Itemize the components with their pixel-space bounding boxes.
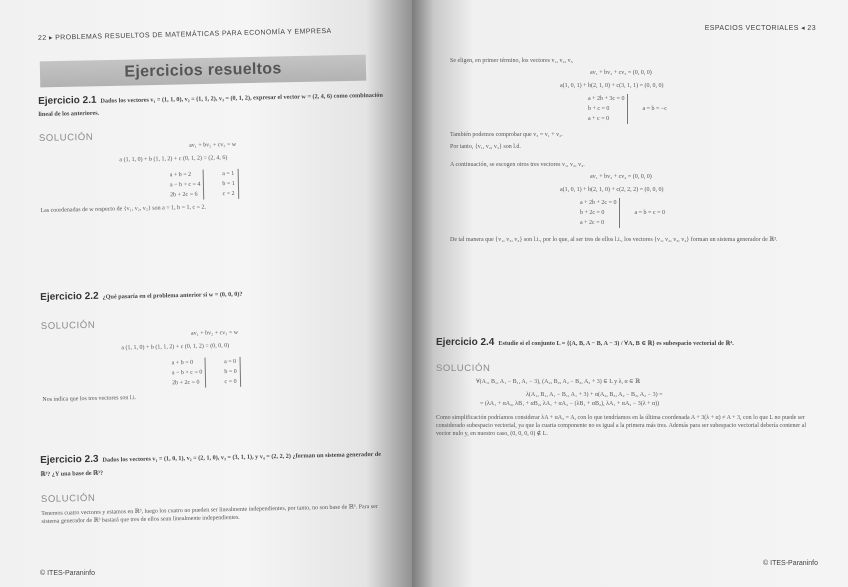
continuation-eq2: a(1, 0, 1) + b(2, 1, 0) + c(3, 1, 1) = (0, 0, 0) — [560, 83, 664, 89]
right-footer: © ITES-Paraninfo — [763, 560, 818, 567]
exercise-2-2-solution-heading: SOLUCIÓN — [40, 319, 96, 332]
section-banner — [40, 55, 366, 88]
exercise-2-4-line1: ∀(A₁, B₁, A₁ − B₁, A₁ − 3), (A₂, B₂, A₂ − B₂, A₂ + 3) ∈ L y λ, α ∈ ℝ — [476, 379, 641, 385]
left-page — [0, 0, 416, 587]
exercise-2-3-continuation — [450, 58, 820, 244]
exercise-2-3-solution-heading: SOLUCIÓN — [40, 492, 96, 505]
continuation-also: También podemos comprobar que v₃ = v₁ + v₂. — [450, 132, 563, 138]
exercise-2-4 — [436, 336, 820, 438]
continuation-eq4: a(1, 0, 1) + b(2, 1, 0) + c(2, 2, 2) = (0, 0, 0) — [560, 187, 664, 193]
continuation-eq3: av₁ + bv₂ + cv₄ = (0, 0, 0) — [590, 174, 652, 180]
exercise-2-4-line2: λ(A₁, B₁, A₁ − B₁, A₁ + 3) + α(A₂, B₂, A₂ − B₂, A₂ − 3) = — [526, 392, 663, 398]
exercise-2-2-conclusion: Nos indica que los tres vectores son l.i. — [42, 395, 137, 403]
section-banner-title: Ejercicios resueltos — [124, 60, 282, 81]
continuation-equations-1: a + 2b + 3c = 0 b + c = 0 a + c = 0 — [588, 94, 628, 124]
exercise-2-3-label: Ejercicio 2.3 — [40, 453, 99, 466]
exercise-2-3-statement: Dados los vectores v₁ = (1, 0, 1), v₂ = (2, 1, 0), v₃ = (3, 1, 1), y v₄ = (2, 2, 2) ¿forman un sistema generador de ℝ³? ¿Y una base de ℝ³? — [40, 450, 382, 478]
right-running-head: ESPACIOS VECTORIALES ◂ 23 — [704, 25, 816, 32]
exercise-2-4-line3: = (λA₁ + αA₂, λB₁ + αB₂, λA₁ + αA₂ − (λB₁ + αB₂), λA₁ + αA₂ − 3(λ + α)) — [480, 401, 660, 407]
exercise-2-1-conclusion: Las coordenadas de w respecto de {v₁, v₂, v₃} son a = 1, b = 1, c = 2. — [40, 204, 207, 214]
continuation-system-2 — [580, 198, 820, 228]
exercise-2-2-solutions: a = 0 b = 0 c = 0 — [224, 357, 241, 387]
exercise-2-1-solution-heading: SOLUCIÓN — [38, 131, 94, 144]
left-footer: © ITES-Paraninfo — [40, 570, 95, 577]
exercise-2-4-solution-heading: SOLUCIÓN — [436, 363, 491, 374]
exercise-2-1-statement: Dados los vectores v₁ = (1, 1, 0), v₂ = (1, 1, 2), v₃ = (0, 1, 2), expresar el vector w = (2, 4, 6) como combinación lineal de los anteriores. — [38, 91, 384, 118]
exercise-2-1-eq2: a (1, 1, 0) + b (1, 1, 2) + c (0, 1, 2) = (2, 4, 6) — [119, 155, 228, 164]
exercise-2-1-system — [170, 166, 389, 201]
exercise-2-3-conclusion: Tenemos cuatro vectores y estamos en ℝ³, luego los cuatro no pueden ser linealmente independientes, por tanto, no son base de ℝ³. Para ser sistema generador de ℝ³ bastará que tres de ellos sean linealmente independientes. — [41, 503, 378, 525]
exercise-2-3 — [40, 447, 391, 526]
continuation-conclusion: De tal manera que {v₁, v₂, v₄} son l.i., por lo que, al ser tres de ellos l.i., los vectores {v₁, v₂, v₃, v₄} forman un sistema generador de ℝ³. — [450, 237, 778, 243]
exercise-2-2-eq1: av₁ + bv₂ + cv₃ = w — [190, 329, 239, 337]
exercise-2-4-statement: Estudie si el conjunto L = {(A, B, A − B, A − 3) / ∀A, B ∈ ℝ} es subespacio vectorial de ℝ⁴. — [498, 340, 734, 347]
exercise-2-2-statement: ¿Qué pasaría en el problema anterior si w = (0, 0, 0)? — [102, 290, 243, 301]
exercise-2-4-label: Ejercicio 2.4 — [436, 337, 495, 348]
continuation-therefore: Por tanto, {v₁, v₂, v₃} son l.d. — [450, 144, 521, 150]
continuation-solution-2: a = b = c = 0 — [634, 210, 665, 216]
continuation-next: A continuación, se escogen otros tres vectores v₁, v₂, v₄. — [450, 162, 585, 168]
exercise-2-4-conclusion: Como simplificación podríamos considerar λA + αA₂ = A, con lo que tendríamos en la última coordenada A + 3(λ + α) ≠ A + 3, con lo que L no puede ser considerado subespacio vectorial, ya que la cuarta componente no es igual a la primera más tres. Además para ser subespacio vectorial debería contener al vector nulo y, en nuestro caso, (0, 0, 0, 0) ∉ L. — [436, 415, 807, 437]
continuation-solution-1: a = b = −c — [642, 106, 667, 112]
exercise-2-1-solutions: a = 1 b = 1 c = 2 — [222, 169, 239, 199]
exercise-2-1-label: Ejercicio 2.1 — [38, 94, 97, 107]
exercise-2-2-eq2: a (1, 1, 0) + b (1, 1, 2) + c (0, 1, 2) = (0, 0, 0) — [121, 343, 230, 352]
continuation-system-1 — [588, 94, 820, 124]
right-page — [412, 0, 848, 587]
exercise-2-1-equations: a + b = 2 a − b + c = 4 2b + 2c = 6 — [170, 170, 205, 201]
exercise-2-2-system — [172, 354, 391, 389]
exercise-2-2-equations: a + b = 0 a − b + c = 0 2b + 2c = 0 — [172, 358, 207, 389]
continuation-equations-2: a + 2b + 2c = 0 b + 2c = 0 a + 2c = 0 — [580, 198, 620, 228]
exercise-2-2-label: Ejercicio 2.2 — [40, 290, 99, 303]
continuation-eq1: av₁ + bv₂ + cv₃ = (0, 0, 0) — [590, 70, 652, 76]
exercise-2-1 — [38, 88, 388, 214]
exercise-2-2 — [40, 280, 390, 403]
left-running-head: 22 ▸ PROBLEMAS RESUELTOS DE MATEMÁTICAS PARA ECONOMÍA Y EMPRESA — [37, 27, 332, 42]
exercise-2-1-eq1: av₁ + bv₂ + cv₃ = w — [189, 141, 237, 149]
continuation-intro: Se eligen, en primer término, los vectores v₁, v₂, v₃ — [450, 58, 573, 64]
